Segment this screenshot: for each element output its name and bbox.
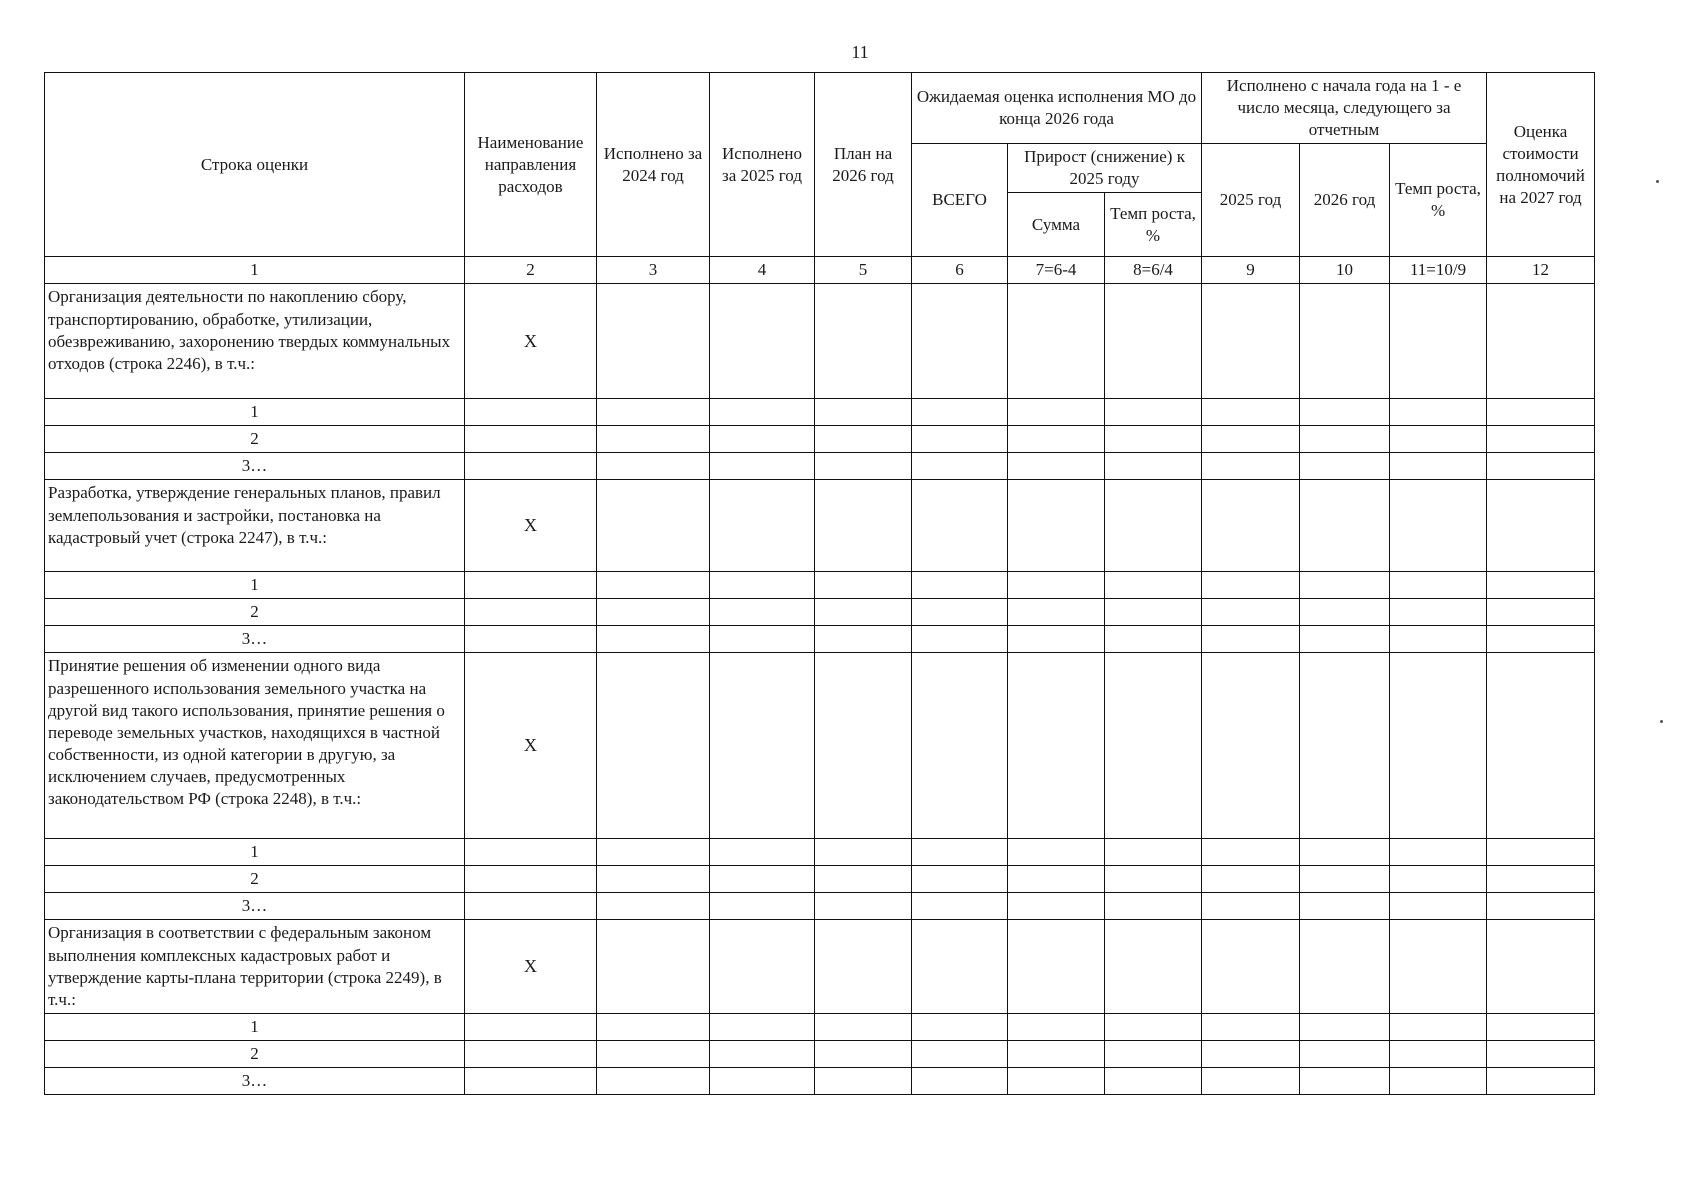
header-estimate-2027: Оценка стоимости полномочий на 2027 год [1487, 73, 1595, 257]
value-cell [912, 920, 1008, 1013]
value-cell [710, 572, 815, 599]
value-cell [815, 839, 912, 866]
header-executed-2024: Исполнено за 2024 год [597, 73, 710, 257]
value-cell [1202, 893, 1300, 920]
column-number: 1 [45, 257, 465, 284]
scan-speck [1656, 180, 1659, 183]
value-cell [597, 399, 710, 426]
value-cell [597, 1040, 710, 1067]
value-cell [597, 920, 710, 1013]
value-cell [912, 599, 1008, 626]
value-cell [815, 399, 912, 426]
subrow [45, 399, 1595, 426]
value-cell [912, 1040, 1008, 1067]
value-cell [1202, 653, 1300, 839]
value-cell [1390, 1040, 1487, 1067]
column-number: 4 [710, 257, 815, 284]
value-cell [710, 1040, 815, 1067]
header-assessment-line: Строка оценки [45, 73, 465, 257]
value-cell [1105, 866, 1202, 893]
value-cell [1008, 893, 1105, 920]
value-cell [1487, 626, 1595, 653]
value-cell [1390, 284, 1487, 399]
column-number: 5 [815, 257, 912, 284]
value-cell [465, 1013, 597, 1040]
value-cell [1105, 1040, 1202, 1067]
value-cell [1202, 284, 1300, 399]
value-cell [912, 453, 1008, 480]
value-cell [815, 1040, 912, 1067]
value-cell [597, 426, 710, 453]
value-cell [1008, 920, 1105, 1013]
subrow-number: 3… [45, 893, 465, 920]
value-cell [1487, 839, 1595, 866]
header-total: ВСЕГО [912, 144, 1008, 257]
subrow-number: 1 [45, 839, 465, 866]
value-cell [465, 599, 597, 626]
value-cell [465, 839, 597, 866]
value-cell [1008, 839, 1105, 866]
value-cell [815, 480, 912, 572]
value-cell [1390, 399, 1487, 426]
value-cell [1487, 1040, 1595, 1067]
value-cell [1390, 453, 1487, 480]
value-cell [1300, 1067, 1390, 1094]
value-cell [912, 572, 1008, 599]
value-cell [1105, 1067, 1202, 1094]
value-cell [710, 399, 815, 426]
value-cell [1008, 626, 1105, 653]
value-cell [912, 866, 1008, 893]
value-cell [465, 426, 597, 453]
value-cell [710, 626, 815, 653]
value-cell [1202, 626, 1300, 653]
value-cell [710, 653, 815, 839]
value-cell [1487, 572, 1595, 599]
value-cell [710, 893, 815, 920]
value-cell [1202, 1013, 1300, 1040]
value-cell [1390, 572, 1487, 599]
value-cell [815, 866, 912, 893]
value-cell [1105, 839, 1202, 866]
value-cell [1105, 893, 1202, 920]
value-cell [1300, 893, 1390, 920]
value-cell [1487, 399, 1595, 426]
value-cell [597, 1013, 710, 1040]
subrow-number: 1 [45, 572, 465, 599]
subrow-number: 3… [45, 453, 465, 480]
column-number: 10 [1300, 257, 1390, 284]
value-cell [1487, 426, 1595, 453]
value-cell [815, 1013, 912, 1040]
section-title: Разработка, утверждение генеральных планов, правил землепользования и застройки, постановка на кадастровый учет (строка 2247), в т.ч.: [45, 480, 465, 572]
value-cell [1008, 599, 1105, 626]
value-cell [710, 426, 815, 453]
value-cell [710, 284, 815, 399]
subrow-number: 2 [45, 866, 465, 893]
section-row [45, 480, 1595, 572]
subrow-number: 2 [45, 599, 465, 626]
subrow [45, 572, 1595, 599]
section-row [45, 653, 1595, 839]
value-cell [1105, 599, 1202, 626]
value-cell [1300, 1040, 1390, 1067]
value-cell [465, 866, 597, 893]
column-number: 9 [1202, 257, 1300, 284]
column-number: 11=10/9 [1390, 257, 1487, 284]
header-growth-vs-2025: Прирост (снижение) к 2025 году [1008, 144, 1202, 193]
value-cell [1487, 599, 1595, 626]
subrow [45, 426, 1595, 453]
value-cell [597, 453, 710, 480]
value-cell [912, 426, 1008, 453]
value-cell [465, 399, 597, 426]
value-cell [1008, 399, 1105, 426]
value-cell [912, 1013, 1008, 1040]
value-cell [1300, 399, 1390, 426]
header-expense-direction: Наименование направления расходов [465, 73, 597, 257]
value-cell [1487, 1013, 1595, 1040]
value-cell [1487, 453, 1595, 480]
value-cell [1105, 653, 1202, 839]
subrow [45, 453, 1595, 480]
value-cell [815, 599, 912, 626]
value-cell [1487, 920, 1595, 1013]
value-cell [1300, 599, 1390, 626]
value-cell [815, 284, 912, 399]
value-cell [1202, 1067, 1300, 1094]
value-cell [1008, 1013, 1105, 1040]
value-cell [1300, 626, 1390, 653]
value-cell [1202, 453, 1300, 480]
value-cell [815, 653, 912, 839]
value-cell [1390, 626, 1487, 653]
value-cell [912, 399, 1008, 426]
value-cell [597, 893, 710, 920]
value-cell [597, 284, 710, 399]
budget-assessment-table [44, 72, 1595, 1095]
column-number: 8=6/4 [1105, 257, 1202, 284]
value-cell [597, 839, 710, 866]
value-cell [1105, 572, 1202, 599]
not-applicable-mark: Х [465, 480, 597, 572]
not-applicable-mark: Х [465, 920, 597, 1013]
value-cell [1487, 653, 1595, 839]
value-cell [465, 893, 597, 920]
value-cell [597, 572, 710, 599]
value-cell [1105, 453, 1202, 480]
subrow [45, 893, 1595, 920]
value-cell [1008, 1067, 1105, 1094]
value-cell [710, 1013, 815, 1040]
subrow-number: 1 [45, 399, 465, 426]
value-cell [1300, 284, 1390, 399]
value-cell [815, 453, 912, 480]
value-cell [1300, 572, 1390, 599]
value-cell [1105, 626, 1202, 653]
value-cell [1202, 480, 1300, 572]
value-cell [1202, 572, 1300, 599]
section-row [45, 920, 1595, 1013]
value-cell [1300, 920, 1390, 1013]
column-number-row [45, 257, 1595, 284]
subrow-number: 2 [45, 1040, 465, 1067]
value-cell [815, 1067, 912, 1094]
header-sum: Сумма [1008, 193, 1105, 257]
not-applicable-mark: Х [465, 653, 597, 839]
section-title: Организация деятельности по накоплению сбору, транспортированию, обработке, утилизации, обезвреживанию, захоронению твердых коммунальных отходов (строка 2246), в т.ч.: [45, 284, 465, 399]
value-cell [815, 893, 912, 920]
value-cell [1390, 1067, 1487, 1094]
subrow [45, 1067, 1595, 1094]
subrow [45, 626, 1595, 653]
value-cell [597, 866, 710, 893]
subrow-number: 3… [45, 1067, 465, 1094]
subrow [45, 599, 1595, 626]
value-cell [710, 453, 815, 480]
value-cell [1105, 1013, 1202, 1040]
value-cell [912, 480, 1008, 572]
value-cell [1105, 399, 1202, 426]
subrow [45, 1040, 1595, 1067]
value-cell [1487, 866, 1595, 893]
value-cell [912, 653, 1008, 839]
value-cell [1008, 426, 1105, 453]
header-rate: Темп роста, % [1390, 144, 1487, 257]
value-cell [912, 1067, 1008, 1094]
value-cell [1390, 1013, 1487, 1040]
value-cell [1300, 653, 1390, 839]
value-cell [597, 653, 710, 839]
value-cell [1300, 453, 1390, 480]
header-growth-rate: Темп роста, % [1105, 193, 1202, 257]
subrow [45, 866, 1595, 893]
value-cell [815, 572, 912, 599]
value-cell [1300, 866, 1390, 893]
value-cell [710, 839, 815, 866]
value-cell [597, 1067, 710, 1094]
value-cell [815, 426, 912, 453]
value-cell [1390, 839, 1487, 866]
value-cell [1202, 399, 1300, 426]
value-cell [1300, 839, 1390, 866]
value-cell [1390, 866, 1487, 893]
value-cell [1008, 866, 1105, 893]
value-cell [1202, 599, 1300, 626]
subrow-number: 2 [45, 426, 465, 453]
value-cell [597, 599, 710, 626]
value-cell [710, 920, 815, 1013]
column-number: 2 [465, 257, 597, 284]
column-number: 7=6-4 [1008, 257, 1105, 284]
section-title: Организация в соответствии с федеральным законом выполнения комплексных кадастровых работ и утверждение карты-плана территории (строка 2249), в т.ч.: [45, 920, 465, 1013]
header-year-2026: 2026 год [1300, 144, 1390, 257]
value-cell [1390, 480, 1487, 572]
value-cell [1008, 284, 1105, 399]
value-cell [1487, 480, 1595, 572]
value-cell [912, 284, 1008, 399]
value-cell [1105, 426, 1202, 453]
value-cell [710, 480, 815, 572]
value-cell [1390, 426, 1487, 453]
column-number: 3 [597, 257, 710, 284]
value-cell [912, 839, 1008, 866]
not-applicable-mark: Х [465, 284, 597, 399]
value-cell [1390, 653, 1487, 839]
value-cell [1008, 480, 1105, 572]
header-plan-2026: План на 2026 год [815, 73, 912, 257]
value-cell [1202, 866, 1300, 893]
value-cell [710, 1067, 815, 1094]
value-cell [1202, 920, 1300, 1013]
value-cell [1390, 893, 1487, 920]
value-cell [1008, 653, 1105, 839]
column-number: 12 [1487, 257, 1595, 284]
value-cell [1008, 1040, 1105, 1067]
section-title: Принятие решения об изменении одного вида разрешенного использования земельного участка на другой вид такого использования, принятие решения о переводе земельных участков, находящихся в частной собственности, из одной категории в другую, за исключением случаев, предусмотренных законодательством РФ (строка 2248), в т.ч.: [45, 653, 465, 839]
subrow [45, 1013, 1595, 1040]
value-cell [1202, 839, 1300, 866]
header-year-2025: 2025 год [1202, 144, 1300, 257]
value-cell [710, 599, 815, 626]
value-cell [465, 572, 597, 599]
value-cell [1487, 893, 1595, 920]
value-cell [465, 1067, 597, 1094]
value-cell [1105, 480, 1202, 572]
value-cell [710, 866, 815, 893]
value-cell [597, 626, 710, 653]
value-cell [1487, 284, 1595, 399]
value-cell [1300, 426, 1390, 453]
value-cell [1008, 453, 1105, 480]
value-cell [465, 626, 597, 653]
value-cell [1300, 1013, 1390, 1040]
header-expected-execution: Ожидаемая оценка исполнения МО до конца 2026 года [912, 73, 1202, 144]
value-cell [912, 893, 1008, 920]
value-cell [1390, 599, 1487, 626]
value-cell [1105, 920, 1202, 1013]
value-cell [465, 1040, 597, 1067]
value-cell [465, 453, 597, 480]
value-cell [912, 626, 1008, 653]
header-executed-2025: Исполнено за 2025 год [710, 73, 815, 257]
value-cell [1300, 480, 1390, 572]
page-number: 11 [851, 42, 869, 62]
scan-speck [1660, 720, 1663, 723]
value-cell [1202, 1040, 1300, 1067]
value-cell [1487, 1067, 1595, 1094]
column-number: 6 [912, 257, 1008, 284]
value-cell [1202, 426, 1300, 453]
subrow-number: 3… [45, 626, 465, 653]
value-cell [815, 920, 912, 1013]
section-row [45, 284, 1595, 399]
subrow-number: 1 [45, 1013, 465, 1040]
header-executed-since-start: Исполнено с начала года на 1 - е число месяца, следующего за отчетным [1202, 73, 1487, 144]
value-cell [597, 480, 710, 572]
value-cell [1105, 284, 1202, 399]
value-cell [1390, 920, 1487, 1013]
subrow [45, 839, 1595, 866]
value-cell [815, 626, 912, 653]
value-cell [1008, 572, 1105, 599]
